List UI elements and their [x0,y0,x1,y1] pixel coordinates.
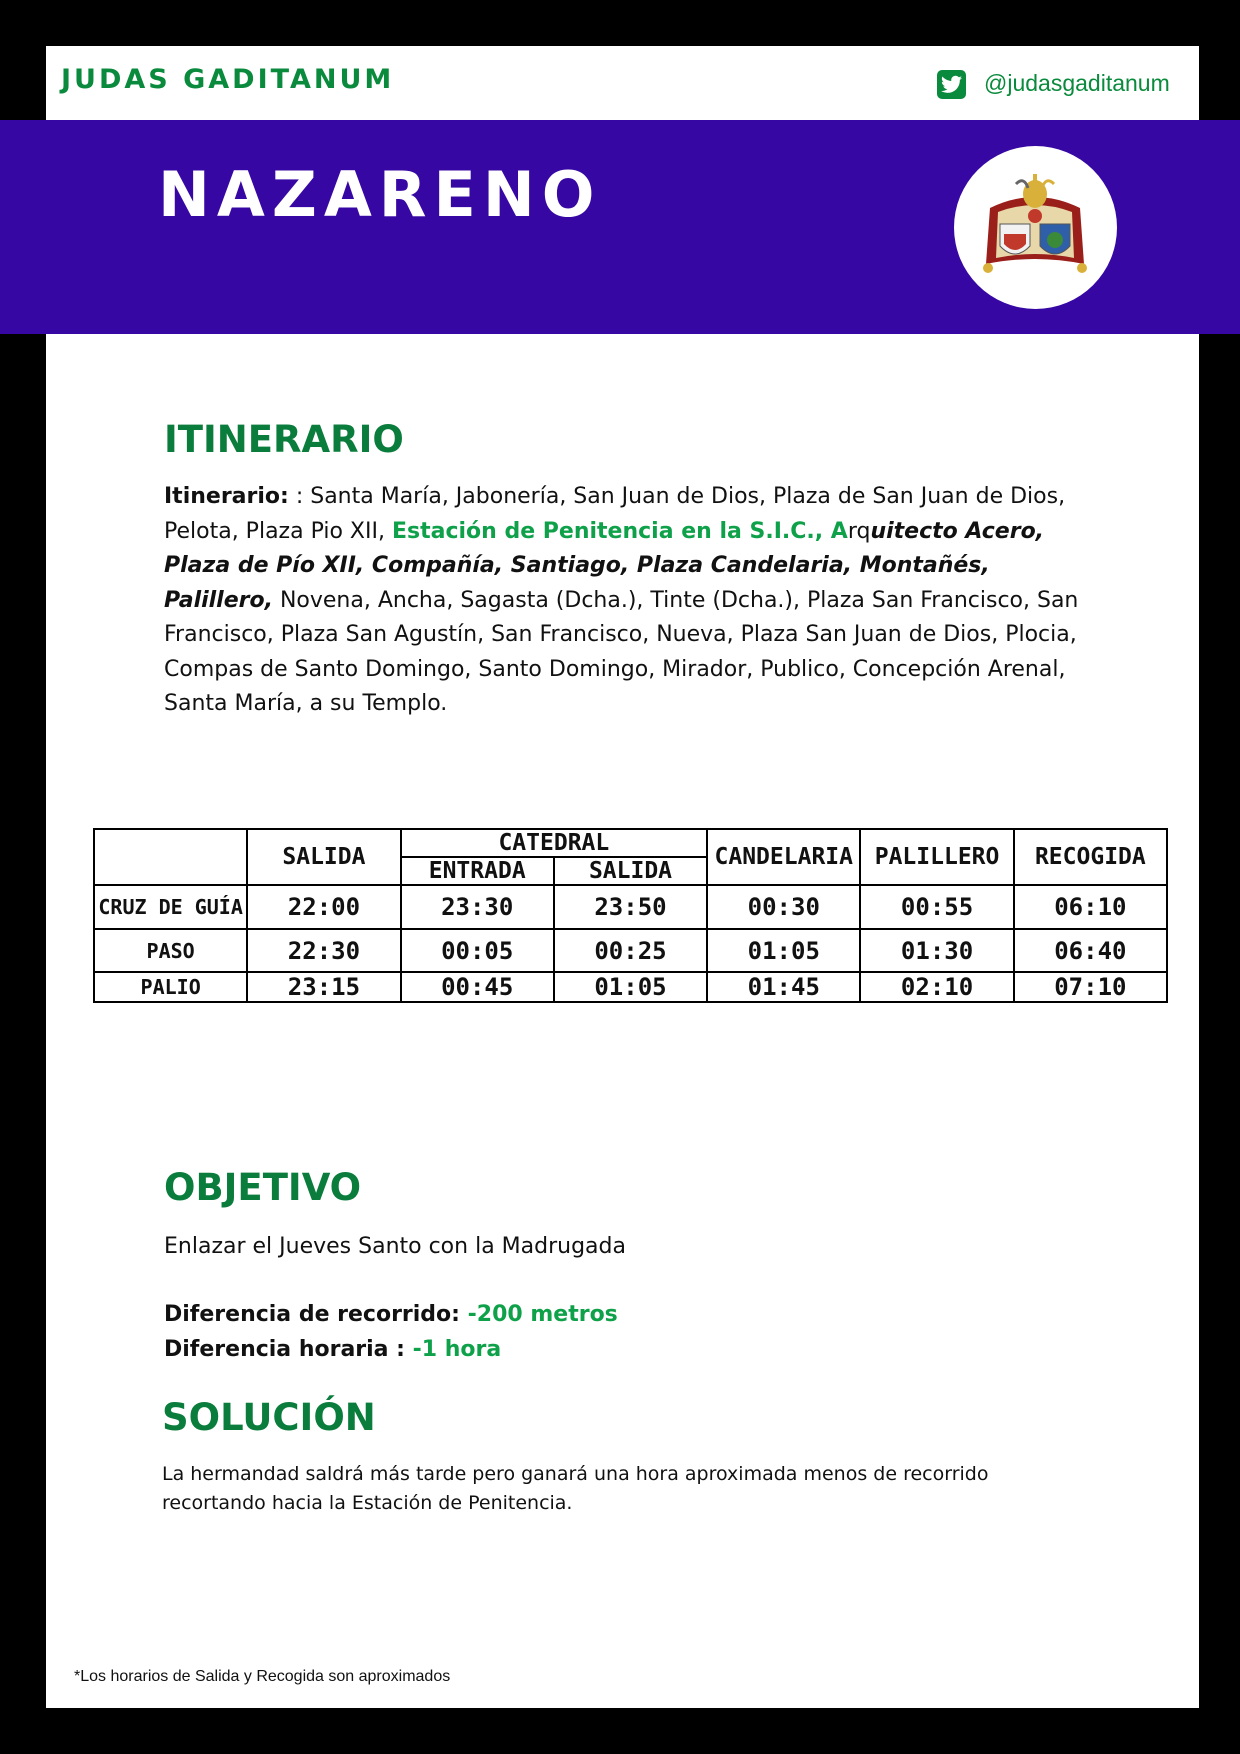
row-label: PASO [94,929,247,972]
table-cell: 23:30 [401,885,554,929]
table-cell: 01:45 [707,972,860,1002]
table-cell: 22:00 [247,885,400,929]
horaria-value: -1 hora [412,1337,502,1362]
table-cell: 06:10 [1014,885,1167,929]
itinerario-part2: rq [847,518,871,544]
table-cell: 06:40 [1014,929,1167,972]
table-cell: 07:10 [1014,972,1167,1002]
table-header-row [94,829,1167,857]
itinerario-heading: ITINERARIO [164,418,404,461]
table-cell: 00:05 [401,929,554,972]
col-salida: SALIDA [247,829,400,885]
brand-name: JUDAS GADITANUM [61,64,395,95]
table-corner [94,829,247,885]
table-cell: 02:10 [860,972,1013,1002]
col-recogida: RECOGIDA [1014,829,1167,885]
itinerario-part1: : Santa María, Jabonería, San Juan de Dios, Plaza de San Juan de Dios, Pelota, Plaza Pio XII, [164,484,1066,544]
recorrido-line [164,1298,1084,1333]
recorrido-value: -200 metros [467,1302,618,1327]
table-cell: 23:50 [554,885,707,929]
table-row [94,972,1167,1002]
table-cell: 01:05 [707,929,860,972]
table-cell: 00:30 [707,885,860,929]
objetivo-heading: OBJETIVO [164,1166,362,1209]
table-row [94,885,1167,929]
table-cell: 01:30 [860,929,1013,972]
table-cell: 00:25 [554,929,707,972]
col-catedral-entrada: ENTRADA [401,857,554,885]
table-cell: 22:30 [247,929,400,972]
twitter-icon[interactable] [937,70,966,99]
recorrido-label: Diferencia de recorrido: [164,1302,468,1327]
footnote: *Los horarios de Salida y Recogida son aproximados [74,1668,451,1685]
coat-of-arms-icon [954,146,1117,309]
table-row [94,929,1167,972]
col-catedral-salida: SALIDA [554,857,707,885]
schedule-table [93,828,1168,1003]
col-palillero: PALILLERO [860,829,1013,885]
objetivo-text: Enlazar el Jueves Santo con la Madrugada [164,1234,626,1259]
table-cell: 01:05 [554,972,707,1002]
col-candelaria: CANDELARIA [707,829,860,885]
itinerario-text [164,480,1084,722]
itinerario-label: Itinerario: [164,484,289,509]
row-label: CRUZ DE GUÍA [94,885,247,929]
page-title: NAZARENO [158,158,602,231]
table-cell: 00:45 [401,972,554,1002]
itinerario-part3: Novena, Ancha, Sagasta (Dcha.), Tinte (Dcha.), Plaza San Francisco, San Francisco, Plaza San Agustín, San Francisco, Nueva, Plaza San Juan de Dios, Plocia, Compas de Santo Domingo, Santo Domingo, Mirador, Publico, Concepción Arenal, Santa María, a su Templo. [164,587,1079,716]
solucion-text: La hermandad saldrá más tarde pero ganará una hora aproximada menos de recorrido recortando hacia la Estación de Penitencia. [162,1463,989,1514]
row-label: PALIO [94,972,247,1002]
table-cell: 00:55 [860,885,1013,929]
horaria-line [164,1333,1084,1368]
table-cell: 23:15 [247,972,400,1002]
col-catedral: CATEDRAL [401,829,708,857]
horaria-label: Diferencia horaria : [164,1337,413,1362]
itinerario-highlight: Estación de Penitencia en la S.I.C., A [391,518,848,544]
itinerario-bold-italic: uitecto Acero, Plaza de Pío XII, Compañía, Santiago, Plaza Candelaria, Montañés, Palillero, [164,518,1045,613]
twitter-handle[interactable]: @judasgaditanum [984,70,1170,96]
solucion-heading: SOLUCIÓN [162,1396,376,1439]
